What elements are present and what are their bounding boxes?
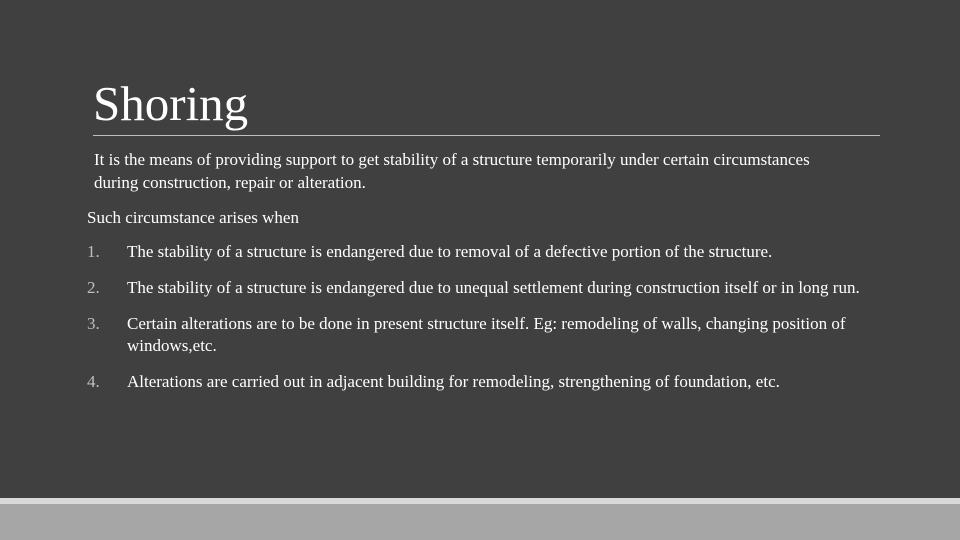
list-item-text: The stability of a structure is endangered due to removal of a defective portion of the structure. <box>127 242 773 261</box>
numbered-list <box>87 241 887 407</box>
slide-title: Shoring <box>93 76 249 131</box>
footer-band <box>0 504 960 540</box>
list-item-number: 2. <box>87 278 100 297</box>
list-item-number: 3. <box>87 314 100 333</box>
list-item <box>87 371 887 393</box>
title-underline <box>93 135 880 136</box>
list-item <box>87 241 887 263</box>
list-item-text: Alterations are carried out in adjacent building for remodeling, strengthening of foundation, etc. <box>127 371 780 391</box>
list-item <box>87 313 887 356</box>
list-item-number: 1. <box>87 242 100 261</box>
intro-paragraph: It is the means of providing support to get stability of a structure temporarily under certain circumstances during construction, repair or alteration. <box>94 150 810 192</box>
list-item <box>87 277 887 299</box>
list-item-text: The stability of a structure is endangered due to unequal settlement during construction itself or in long run. <box>127 278 860 297</box>
list-item-text: Certain alterations are to be done in present structure itself. Eg: remodeling of walls, changing position of windows,etc. <box>127 314 846 355</box>
lead-sentence: Such circumstance arises when <box>87 208 299 227</box>
list-item-number: 4. <box>87 371 100 391</box>
